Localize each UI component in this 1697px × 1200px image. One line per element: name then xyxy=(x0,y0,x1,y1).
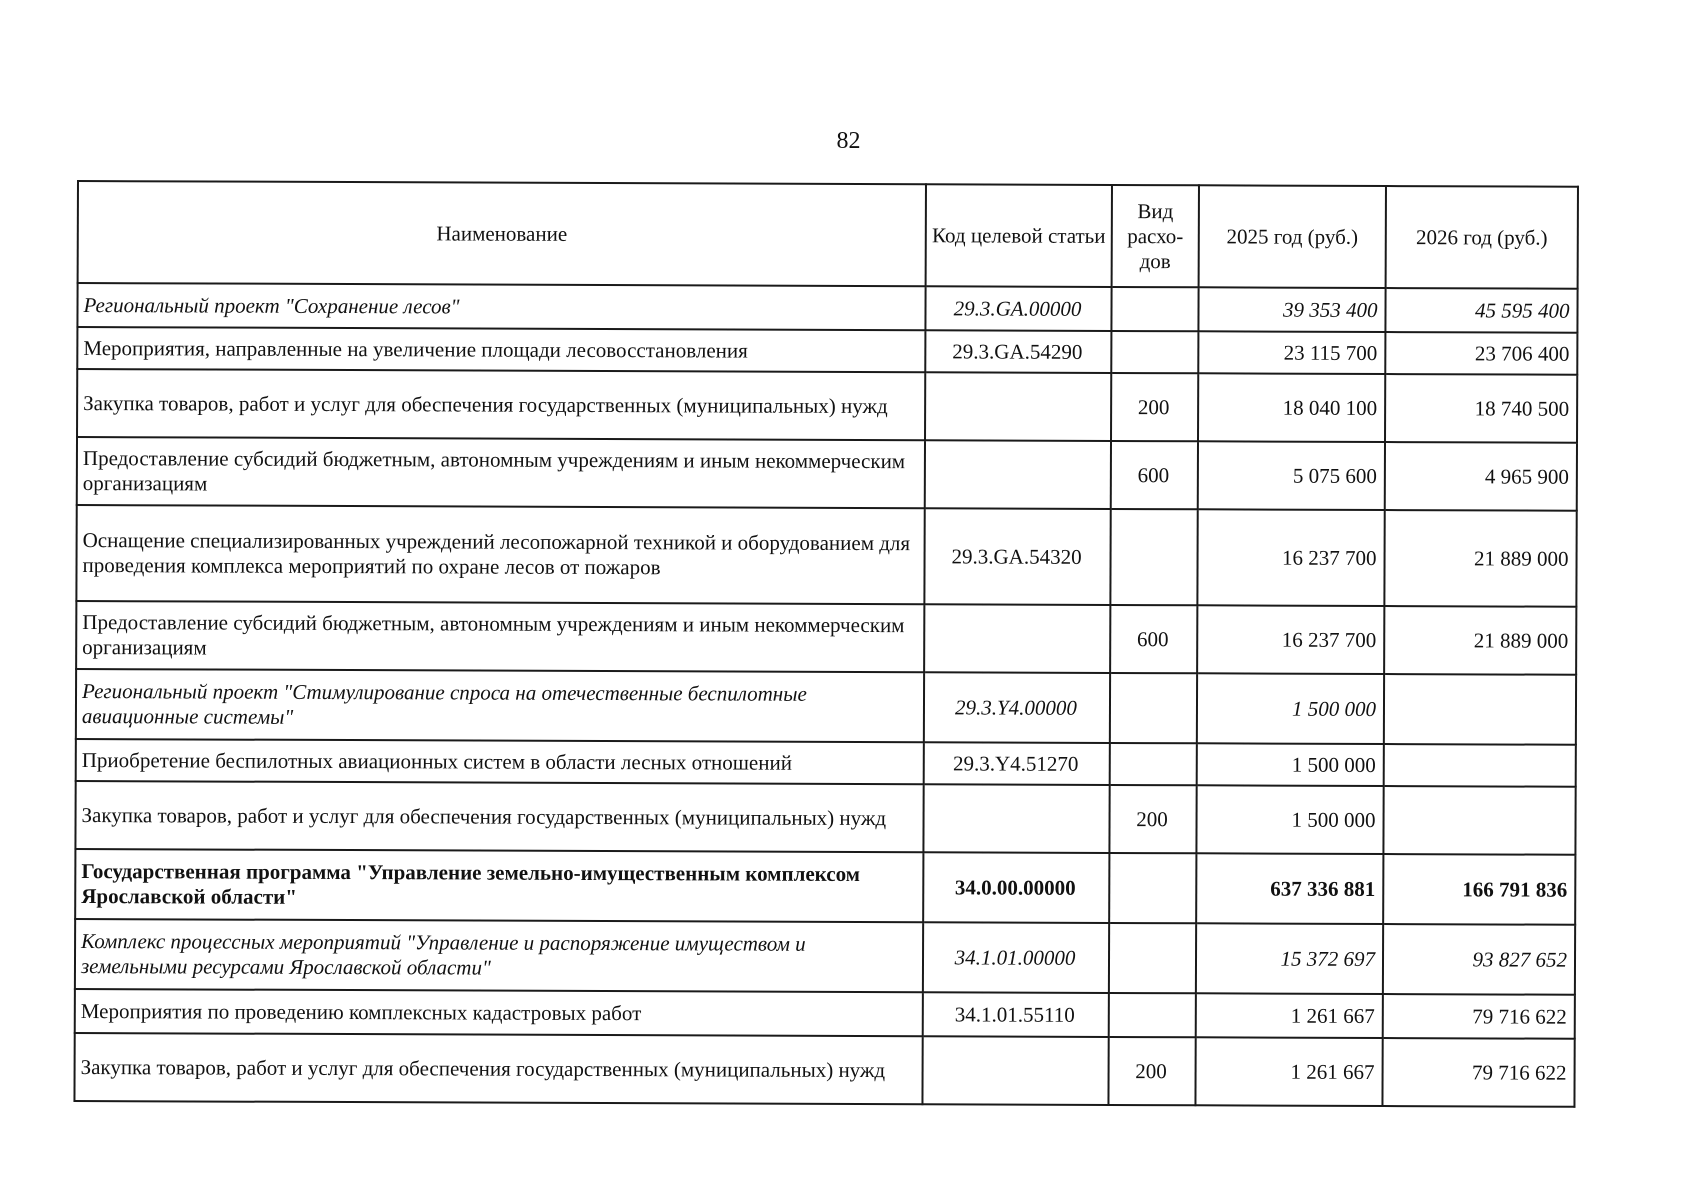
table-row xyxy=(76,601,1576,675)
row-name: Приобретение беспилотных авиационных систем в области лесных отношений xyxy=(76,739,924,784)
row-name: Мероприятия, направленные на увеличение площади лесовосстановления xyxy=(77,327,925,372)
row-code xyxy=(923,784,1109,853)
row-2025: 1 500 000 xyxy=(1196,785,1383,854)
row-code: 34.1.01.00000 xyxy=(923,922,1109,993)
row-2026: 79 716 622 xyxy=(1383,994,1575,1039)
row-code: 34.1.01.55110 xyxy=(923,992,1109,1037)
table-row xyxy=(75,849,1575,925)
row-code xyxy=(925,440,1111,509)
row-code: 29.3.GA.00000 xyxy=(925,286,1111,331)
table-row xyxy=(77,369,1577,443)
table-row xyxy=(76,739,1576,787)
row-2025: 23 115 700 xyxy=(1198,331,1385,374)
table-row xyxy=(76,669,1576,745)
row-2026: 21 889 000 xyxy=(1384,606,1576,675)
row-type xyxy=(1109,993,1196,1037)
row-2025: 15 372 697 xyxy=(1196,923,1383,994)
row-2025: 18 040 100 xyxy=(1198,373,1385,442)
header-code: Код целевой статьи xyxy=(926,184,1112,287)
row-name: Предоставление субсидий бюджетным, автономным учреждениям и иным некоммерческим организациям xyxy=(77,437,925,508)
row-2026: 21 889 000 xyxy=(1384,510,1576,607)
row-name: Региональный проект "Сохранение лесов" xyxy=(77,283,925,330)
row-type xyxy=(1110,509,1197,605)
row-2025: 5 075 600 xyxy=(1198,441,1385,510)
row-2025: 16 237 700 xyxy=(1197,509,1384,606)
row-code xyxy=(922,1036,1108,1105)
row-2025: 39 353 400 xyxy=(1198,287,1385,332)
row-code: 29.3.Y4.00000 xyxy=(924,672,1110,743)
row-code: 29.3.Y4.51270 xyxy=(924,742,1110,785)
row-code xyxy=(925,372,1111,441)
row-type xyxy=(1111,331,1198,373)
row-type: 200 xyxy=(1108,1037,1195,1105)
row-type xyxy=(1109,923,1196,993)
row-name: Закупка товаров, работ и услуг для обеспечения государственных (муниципальных) нужд xyxy=(74,1033,922,1104)
row-type xyxy=(1109,853,1196,923)
header-name: Наименование xyxy=(78,181,926,286)
row-name: Мероприятия по проведению комплексных кадастровых работ xyxy=(75,989,923,1036)
row-name: Закупка товаров, работ и услуг для обеспечения государственных (муниципальных) нужд xyxy=(75,781,923,852)
table-row xyxy=(76,505,1576,607)
row-2026: 18 740 500 xyxy=(1385,374,1577,443)
row-2026: 4 965 900 xyxy=(1385,442,1577,511)
row-2025: 1 261 667 xyxy=(1196,993,1383,1038)
header-2025: 2025 год (руб.) xyxy=(1199,185,1386,288)
table-row xyxy=(75,781,1575,855)
row-type: 600 xyxy=(1110,605,1197,673)
row-2025: 16 237 700 xyxy=(1197,605,1384,674)
row-2026: 45 595 400 xyxy=(1385,288,1577,333)
row-code: 29.3.GA.54290 xyxy=(925,330,1111,373)
row-name: Региональный проект "Стимулирование спроса на отечественные беспилотные авиационные системы" xyxy=(76,669,924,742)
row-type xyxy=(1111,287,1198,331)
budget-table xyxy=(73,180,1579,1108)
row-code: 34.0.00.00000 xyxy=(923,852,1109,923)
row-type xyxy=(1110,743,1197,785)
row-name: Комплекс процессных мероприятий "Управление и распоряжение имуществом и земельными ресурсами Ярославской области" xyxy=(75,919,923,992)
row-type: 200 xyxy=(1111,373,1198,441)
header-2026: 2026 год (руб.) xyxy=(1386,186,1578,289)
row-code: 29.3.GA.54320 xyxy=(924,508,1110,605)
row-2026: 93 827 652 xyxy=(1383,924,1575,995)
row-name: Оснащение специализированных учреждений лесопожарной техникой и оборудованием для проведения комплекса мероприятий по охране лесов от пожаров xyxy=(76,505,924,604)
header-type: Вид расхо-дов xyxy=(1112,185,1199,287)
row-2025: 1 500 000 xyxy=(1197,673,1384,744)
row-2026: 166 791 836 xyxy=(1383,854,1575,925)
table-row xyxy=(75,989,1575,1039)
row-type: 600 xyxy=(1111,441,1198,509)
row-type: 200 xyxy=(1109,785,1196,853)
table-row xyxy=(74,1033,1574,1107)
table-row xyxy=(77,327,1577,375)
row-2025: 637 336 881 xyxy=(1196,853,1383,924)
table-header-row xyxy=(78,181,1578,289)
row-name: Закупка товаров, работ и услуг для обеспечения государственных (муниципальных) нужд xyxy=(77,369,925,440)
row-2026: 23 706 400 xyxy=(1385,332,1577,375)
row-code xyxy=(924,604,1110,673)
table-row xyxy=(77,437,1577,511)
row-name: Государственная программа "Управление земельно-имущественным комплексом Ярославской области" xyxy=(75,849,923,922)
row-2025: 1 500 000 xyxy=(1197,743,1384,786)
page-number: 82 xyxy=(836,128,861,154)
row-type xyxy=(1110,673,1197,743)
row-2026 xyxy=(1384,674,1576,745)
row-name: Предоставление субсидий бюджетным, автономным учреждениям и иным некоммерческим организациям xyxy=(76,601,924,672)
row-2026: 79 716 622 xyxy=(1382,1038,1574,1107)
row-2026 xyxy=(1383,786,1575,855)
row-2026 xyxy=(1384,744,1576,787)
row-2025: 1 261 667 xyxy=(1195,1037,1382,1106)
table-row xyxy=(75,919,1575,995)
table-row xyxy=(77,283,1577,333)
